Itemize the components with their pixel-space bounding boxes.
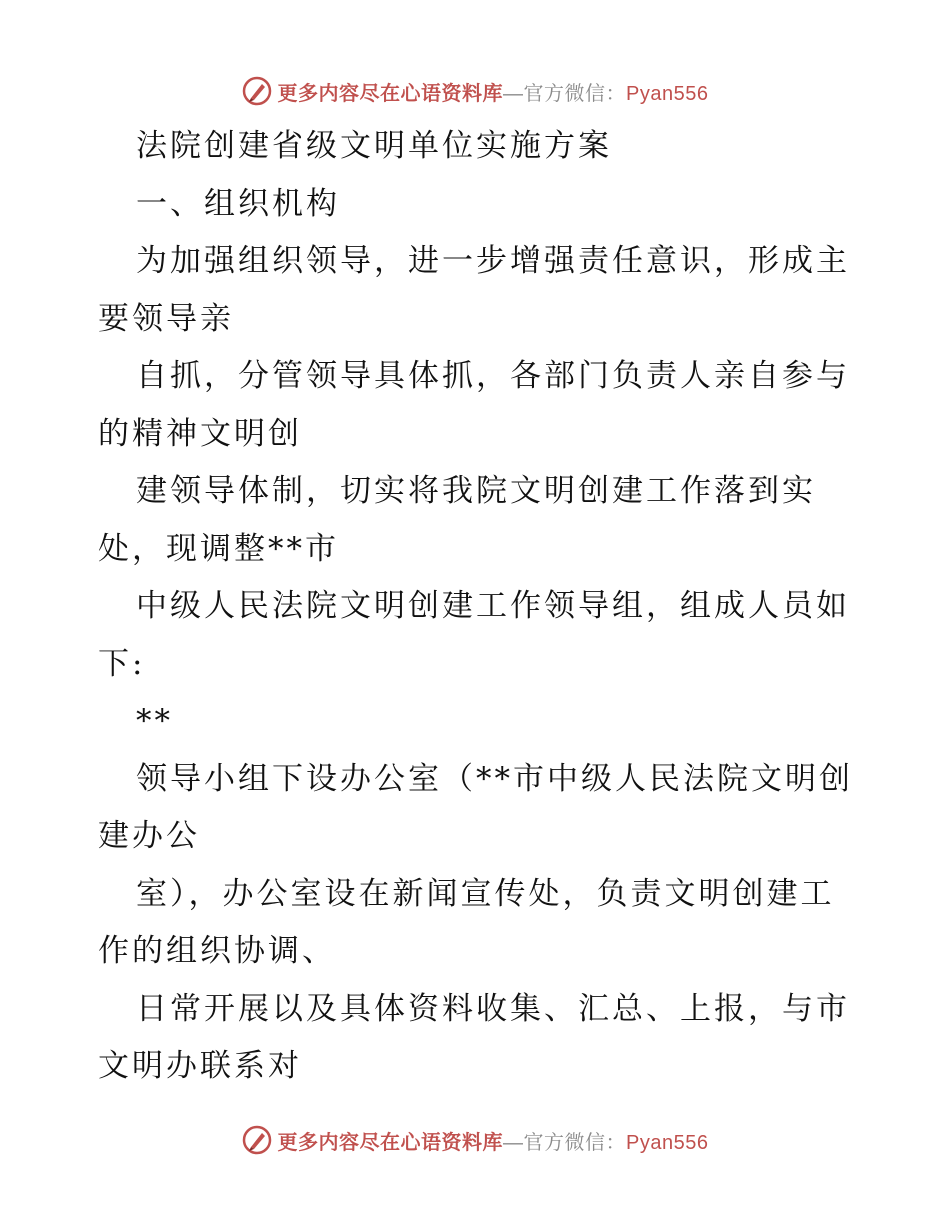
header-watermark <box>0 71 950 111</box>
document-line: 一、组织机构 <box>136 185 340 222</box>
document-line: 为加强组织领导，进一步增强责任意识，形成主 <box>136 243 850 279</box>
document-line: 室），办公室设在新闻宣传处，负责文明创建工 <box>136 875 835 912</box>
watermark-wechat-label: 官方微信： <box>523 82 627 105</box>
document-line: 文明办联系对 <box>98 1048 302 1084</box>
watermark-separator: — <box>503 82 524 105</box>
document-line: 下: <box>98 645 146 682</box>
document-line: 建办公 <box>98 818 200 854</box>
footer-watermark <box>0 1120 950 1160</box>
document-line: 的精神文明创 <box>98 415 302 452</box>
watermark-wechat-id: Pyan556 <box>626 1131 709 1154</box>
document-line: 日常开展以及具体资料收集、汇总、上报，与市 <box>136 990 850 1027</box>
watermark-wechat-id: Pyan556 <box>626 82 709 105</box>
document-line: 领导小组下设办公室（**市中级人民法院文明创 <box>136 760 853 797</box>
document-line: 作的组织协调、 <box>98 933 336 969</box>
document-body <box>98 118 858 1096</box>
document-line: 建领导体制，切实将我院文明创建工作落到实 <box>136 473 816 509</box>
watermark-wechat-label: 官方微信： <box>523 1131 627 1154</box>
pen-logo-icon <box>242 1125 272 1155</box>
watermark-separator: — <box>503 1131 524 1154</box>
document-line: ** <box>136 703 173 739</box>
pen-logo-icon <box>242 76 272 106</box>
watermark-text <box>278 1126 709 1155</box>
watermark-site: 更多内容尽在心语资料库 <box>277 1131 504 1154</box>
document-line: 要领导亲 <box>98 300 234 337</box>
document-line: 法院创建省级文明单位实施方案 <box>136 128 612 164</box>
watermark-site: 更多内容尽在心语资料库 <box>277 82 504 105</box>
document-line: 处，现调整**市 <box>98 530 339 567</box>
document-line: 中级人民法院文明创建工作领导组，组成人员如 <box>136 588 850 624</box>
document-line: 自抓，分管领导具体抓，各部门负责人亲自参与 <box>136 358 850 394</box>
watermark-text <box>278 77 709 106</box>
